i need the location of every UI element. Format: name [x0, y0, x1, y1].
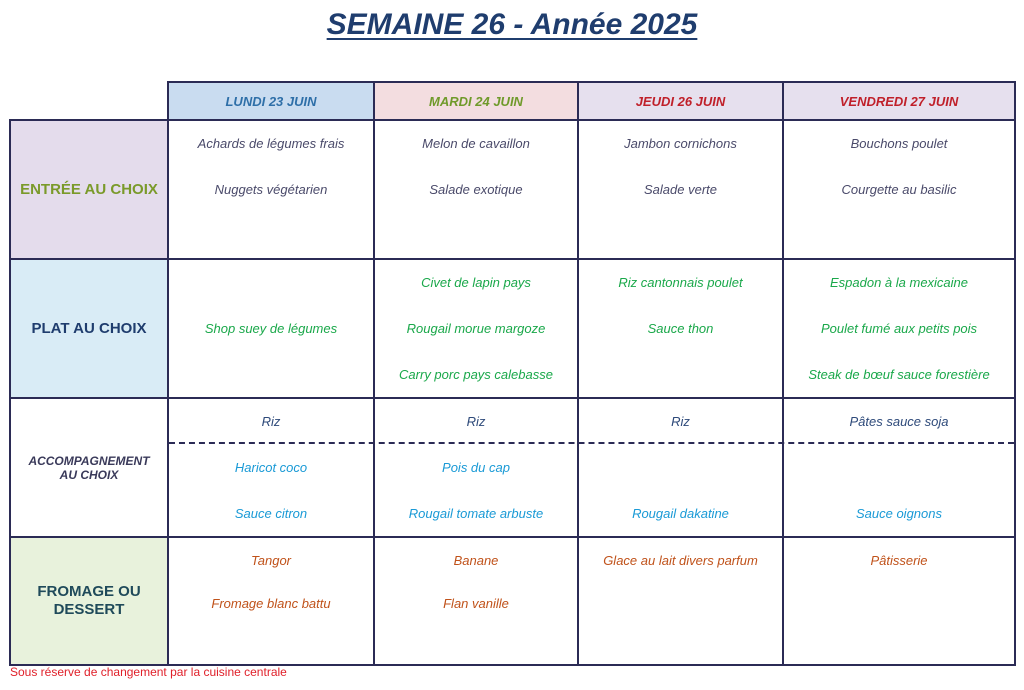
menu-item: Shop suey de légumes: [204, 321, 338, 336]
menu-item: Rougail dakatine: [632, 506, 729, 521]
menu-item: Pâtes sauce soja: [849, 414, 949, 429]
cell-accompagnement-lundi: [169, 399, 373, 536]
menu-item: Jambon cornichons: [624, 136, 737, 151]
day-header-label: JEUDI 26 JUIN: [635, 93, 726, 109]
row-header-accompagnement: [9, 397, 169, 538]
menu-item: Carry porc pays calebasse: [399, 367, 553, 382]
menu-item: Tangor: [251, 553, 291, 568]
row-header-dessert: [9, 536, 169, 666]
row-header-label: PLAT AU CHOIX: [31, 319, 147, 337]
day-header-vendredi: [782, 81, 1016, 121]
cell-plat-vendredi: [784, 260, 1014, 397]
menu-item: Courgette au basilic: [841, 182, 957, 197]
menu-item: Fromage blanc battu: [211, 596, 331, 611]
row-header-entree: [9, 119, 169, 260]
cell-accompagnement-jeudi: [579, 399, 782, 536]
menu-item: Sauce thon: [647, 321, 714, 336]
day-header-lundi: [167, 81, 375, 121]
menu-item: Steak de bœuf sauce forestière: [808, 367, 990, 382]
menu-item: Achards de légumes frais: [197, 136, 345, 151]
cell-accompagnement-mardi: [375, 399, 577, 536]
cell-dessert-mardi: [375, 538, 577, 664]
row-header-label: ACCOMPAGNEMENT AU CHOIX: [28, 453, 150, 482]
cell-dessert-lundi: [169, 538, 373, 664]
menu-item: Riz: [466, 414, 486, 429]
day-header-mardi: [373, 81, 579, 121]
menu-item: Salade verte: [644, 182, 717, 197]
day-header-label: LUNDI 23 JUIN: [225, 93, 317, 109]
cell-entree-lundi: [169, 121, 373, 258]
menu-item: Banane: [453, 553, 499, 568]
cell-accompagnement-vendredi: [784, 399, 1014, 536]
menu-item: Poulet fumé aux petits pois: [820, 321, 978, 336]
cell-plat-lundi: [169, 260, 373, 397]
menu-item: Pâtisserie: [870, 553, 928, 568]
menu-item: Sauce citron: [234, 506, 308, 521]
row-header-label: ENTRÉE AU CHOIX: [20, 180, 158, 198]
cell-entree-mardi: [375, 121, 577, 258]
menu-item: Salade exotique: [429, 182, 523, 197]
day-header-label: MARDI 24 JUIN: [429, 93, 523, 109]
menu-item: Nuggets végétarien: [214, 182, 328, 197]
footer-note: Sous réserve de changement par la cuisine centrale: [10, 665, 287, 679]
menu-item: Riz: [671, 414, 690, 429]
menu-item: Civet de lapin pays: [421, 275, 531, 290]
menu-item: Melon de cavaillon: [422, 136, 530, 151]
menu-item: Sauce oignons: [855, 506, 942, 521]
menu-item: Pois du cap: [442, 460, 510, 475]
cell-plat-mardi: [375, 260, 577, 397]
cell-dessert-vendredi: [784, 538, 1014, 664]
menu-item: Riz: [261, 414, 281, 429]
menu-item: Flan vanille: [443, 596, 509, 611]
row-header-label: FROMAGE OU DESSERT: [37, 583, 141, 618]
cell-entree-vendredi: [784, 121, 1014, 258]
menu-item: Espadon à la mexicaine: [829, 275, 969, 290]
menu-item: Bouchons poulet: [850, 136, 948, 151]
menu-item: Rougail morue margoze: [406, 321, 546, 336]
row-header-plat: [9, 258, 169, 399]
cell-dessert-jeudi: [579, 538, 782, 664]
menu-item: Haricot coco: [234, 460, 308, 475]
menu-item: Rougail tomate arbuste: [408, 506, 544, 521]
day-header-label: VENDREDI 27 JUIN: [839, 93, 959, 109]
page-title: SEMAINE 26 - Année 2025: [326, 8, 698, 41]
day-header-jeudi: [577, 81, 784, 121]
cell-plat-jeudi: [579, 260, 782, 397]
menu-item: Glace au lait divers parfum: [603, 553, 758, 568]
cell-entree-jeudi: [579, 121, 782, 258]
menu-item: Riz cantonnais poulet: [618, 275, 743, 290]
